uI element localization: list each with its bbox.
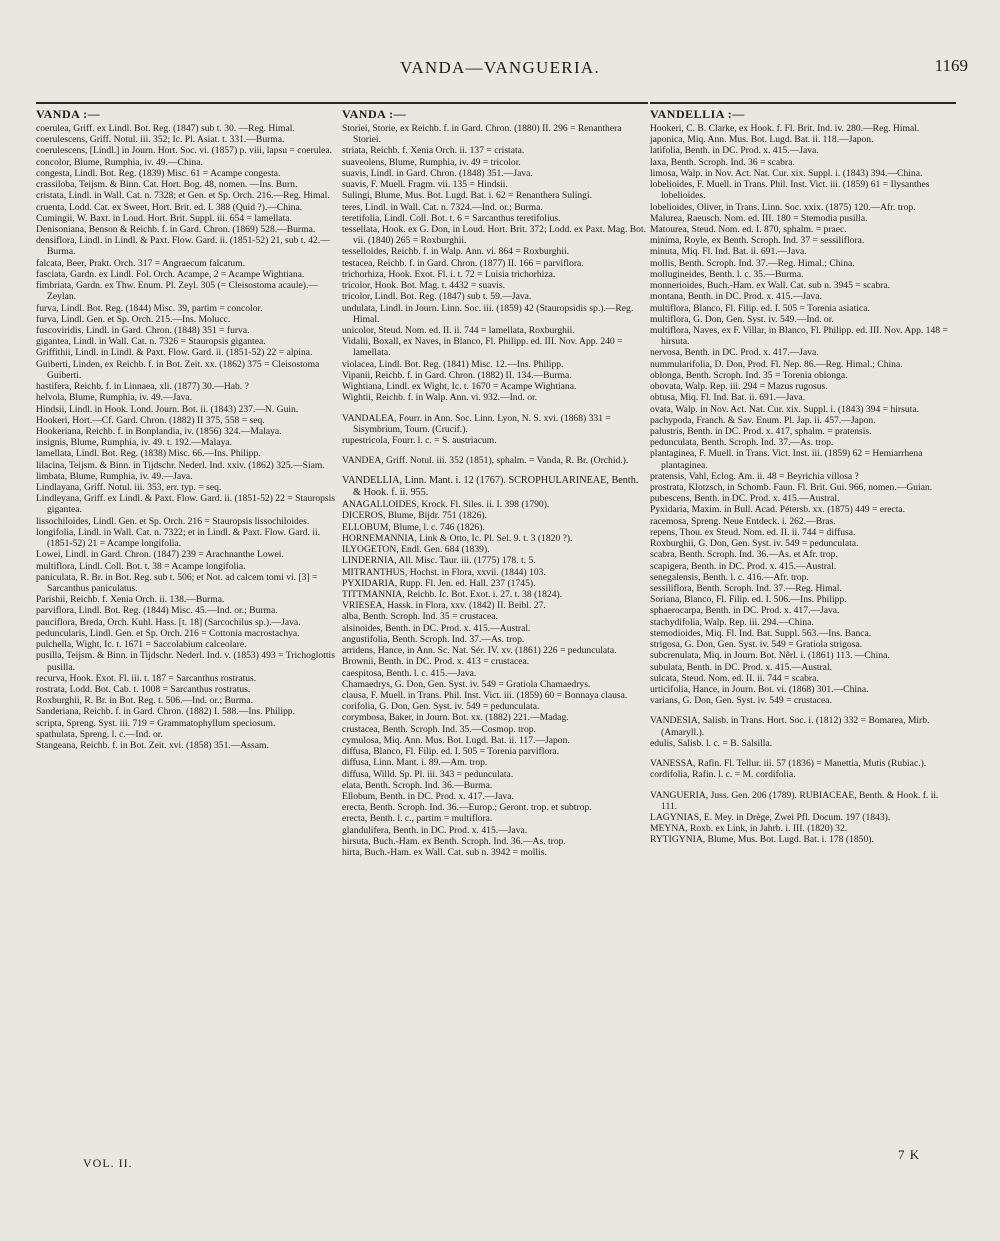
index-entry: VANDALEA, Fourr. in Ann. Soc. Linn. Lyon, N. S. xvi. (1868) 331 = Sisymbrium, Tourn. (Crucif.). (342, 412, 611, 435)
section-heading: VANDA :— (36, 102, 342, 121)
index-entry: suavis, F. Muell. Fragm. vii. 135 = Hindsii. (342, 179, 508, 191)
index-entry: recurva, Hook. Exot. Fl. iii. t. 187 = Sarcanthus rostratus. (36, 672, 257, 684)
index-entry: erecta, Benth. Scroph. Ind. 36.—Europ.; Geront. trop. et subtrop. (342, 802, 592, 814)
index-entry: Brownii, Benth. in DC. Prod. x. 413 = crustacea. (342, 656, 530, 668)
index-entry: Griffithii, Lindl. in Lindl. & Paxt. Flow. Gard. ii. (1851-52) 22 = alpina. (36, 347, 313, 359)
index-entry: LAGYNIAS, E. Mey. in Drège, Zwei Pfl. Docum. 197 (1843). (650, 811, 891, 823)
vandellia-entries (342, 499, 648, 858)
index-entry: hirta, Buch.-Ham. ex Wall. Cat. sub n. 3942 = mollis. (342, 847, 547, 859)
index-entry: edulis, Salisb. l. c. = B. Salsilla. (650, 737, 773, 749)
index-entry: Storiei, Storie, ex Reichb. f. in Gard. Chron. (1880) II. 296 = Renanthera Storiei. (342, 123, 622, 146)
index-entry: alsinoides, Benth. in DC. Prod. x. 415.—Austral. (342, 622, 531, 634)
index-entry: limosa, Walp. in Nov. Act. Nat. Cur. xix. Suppl. i. (1843) 394.—China. (650, 167, 923, 179)
index-entry: palustris, Benth. in DC. Prod. x. 417, sphalm. = pratensis. (650, 425, 872, 437)
index-entry: trichorhiza, Hook. Exot. Fl. i. t. 72 = Luisia trichorhiza. (342, 268, 556, 280)
index-entry: coerulescens, [Lindl.] in Journ. Hort. Soc. vi. (1857) p. viii, lapsu = coerulea. (36, 145, 333, 157)
index-entry: subcrenulata, Miq. in Journ. Bot. Nêrl. i. (1861) 113. —China. (650, 650, 890, 662)
index-entry: alba, Benth. Scroph. Ind. 35 = crustacea. (342, 611, 498, 623)
index-entry: Stangeana, Reichb. f. in Bot. Zeit. xvi. (1858) 351.—Assam. (36, 740, 269, 752)
index-entry: helvola, Blume, Rumphia, iv. 49.—Java. (36, 392, 193, 404)
index-entry: Vipanii, Reichb. f. in Gard. Chron. (1882) II. 134.—Burma. (342, 369, 572, 381)
index-entry: obovata, Walp. Rep. iii. 294 = Mazus rugosus. (650, 381, 828, 393)
index-entry: strigosa, G. Don, Gen. Syst. iv. 549 = Gratiola strigosa. (650, 639, 863, 651)
index-entry: striata, Reichb. f. Xenia Orch. ii. 137 = cristata. (342, 145, 525, 157)
index-entry: Soriana, Blanco, Fl. Filip. ed. I. 506.—Ins. Philipp. (650, 594, 847, 606)
index-entry: laxa, Benth. Scroph. Ind. 36 = scabra. (650, 156, 795, 168)
entry-list (650, 123, 956, 706)
index-entry: multiflora, G. Don, Gen. Syst. iv. 549.—Ind. or. (650, 313, 834, 325)
index-entry: LINDERNIA, All. Misc. Taur. iii. (1775) 178. t. 5. (342, 555, 536, 567)
index-entry: arridens, Hance, in Ann. Sc. Nat. Sér. IV. xv. (1861) 226 = pedunculata. (342, 645, 617, 657)
index-entry: PYXIDARIA, Rupp. Fl. Jen. ed. Hall. 237 (1745). (342, 577, 536, 589)
index-entry: oblonga, Benth. Scroph. Ind. 35 = Torenia oblonga. (650, 369, 848, 381)
index-entry: plantaginea, F. Muell. in Trans. Vict. Inst. iii. (1859) 62 = Hemiarrhena plantaginea. (650, 448, 923, 471)
index-entry: sphaerocarpa, Benth. in DC. Prod. x. 417.—Java. (650, 605, 840, 617)
index-entry: HORNEMANNIA, Link & Otto, Ic. Pl. Sel. 9. t. 3 (1820 ?). (342, 532, 573, 544)
index-entry: rostrata, Lodd. Bot. Cab. t. 1008 = Sarcanthus rostratus. (36, 683, 251, 695)
index-entry: pauciflora, Breda, Orch. Kuhl. Hass. [t. 18] (Sarcochilus sp.).—Java. (36, 616, 301, 628)
index-entry: stachydifolia, Walp. Rep. iii. 294.—China. (650, 616, 814, 628)
entry-list (342, 123, 648, 403)
index-entry: tessellata, Hook. ex G. Don, in Loud. Hort. Brit. 372; Lodd. ex Paxt. Mag. Bot. vii. (1840) 265 = Roxburghii. (342, 224, 647, 247)
index-entry: obtusa, Miq. Fl. Ind. Bat. ii. 691.—Java. (650, 392, 806, 404)
index-entry: fasciata, Gardn. ex Lindl. Fol. Orch. Acampe, 2 = Acampe Wightiana. (36, 268, 305, 280)
index-entry: clausa, F. Muell. in Trans. Phil. Inst. Vict. iii. (1859) 60 = Bonnaya clausa. (342, 689, 628, 701)
index-entry: ovata, Walp. in Nov. Act. Nat. Cur. xix. Suppl. i. (1843) 394 = hirsuta. (650, 403, 919, 415)
column-1 (36, 100, 342, 751)
index-entry: Hookeri, C. B. Clarke, ex Hook. f. Fl. Brit. Ind. iv. 280.—Reg. Himal. (650, 123, 920, 135)
index-entry: VANDESIA, Salisb. in Trans. Hort. Soc. i. (1812) 332 = Bomarea, Mirb. (Amaryll.). (650, 715, 930, 738)
index-entry: Wightii, Reichb. f. in Walp. Ann. vi. 932.—Ind. or. (342, 392, 538, 404)
index-entry: glandulifera, Benth. in DC. Prod. x. 415.—Java. (342, 824, 528, 836)
index-entry: subulata, Benth. in DC. Prod. x. 415.—Austral. (650, 661, 833, 673)
index-entry: crassiloba, Teijsm. & Binn. Cat. Hort. Bog. 48, nomen. —Ins. Burn. (36, 179, 298, 191)
volume-label: VOL. II. (83, 1156, 133, 1170)
index-entry: densiflora, Lindl. in Lindl. & Paxt. Flow. Gard. ii. (1851-52) 21, sub t. 42.—Burma. (36, 235, 330, 258)
index-entry: DICEROS, Blume, Bijdr. 751 (1826). (342, 510, 487, 522)
index-entry: multiflora, Naves, ex F. Villar, in Blanco, Fl. Philipp. ed. III. Nov. App. 148 = hirsuta. (650, 324, 948, 348)
index-entry: Cumingii, W. Baxt. in Loud. Hort. Brit. Suppl. iii. 654 = lamellata. (36, 212, 292, 224)
index-entry: furva, Lindl. Gen. et Sp. Orch. 215.—Ins. Molucc. (36, 313, 231, 325)
index-entry: ILYOGETON, Endl. Gen. 684 (1839). (342, 544, 490, 556)
index-entry: pachypoda, Franch. & Sav. Enum. Pl. Jap. ii. 457.—Japon. (650, 414, 876, 426)
index-entry: Vidalii, Boxall, ex Naves, in Blanco, Fl. Philipp. ed. III. Nov. App. 240 = lamellata. (342, 336, 623, 359)
index-entry: hirsuta, Buch.-Ham. ex Benth. Scroph. Ind. 36.—As. trop. (342, 835, 566, 847)
index-entry: TITTMANNIA, Reichb. Ic. Bot. Exot. i. 27. t. 38 (1824). (342, 589, 563, 600)
index-entry: Roxburghii, G. Don, Gen. Syst. iv. 549 = pedunculata. (650, 538, 859, 550)
index-entry: mollis, Benth. Scroph. Ind. 37.—Reg. Himal.; China. (650, 257, 855, 269)
index-entry: minima, Royle, ex Benth. Scroph. Ind. 37 = sessiliflora. (650, 235, 865, 247)
index-entry: elata, Benth. Scroph. Ind. 36.—Burma. (342, 779, 493, 791)
vandesia-entries (650, 715, 956, 749)
page-number: 1169 (934, 56, 968, 75)
index-entry: tricolor, Lindl. Bot. Reg. (1847) sub t. 59.—Java. (342, 291, 532, 303)
index-entry: coerulea, Griff. ex Lindl. Bot. Reg. (1847) sub t. 30. —Reg. Himal. (36, 123, 295, 135)
index-entry: limbata, Blume, Rumphia, iv. 49.—Java. (36, 470, 193, 482)
index-entry: urticifolia, Hance, in Journ. Bot. vi. (1868) 301.—China. (650, 683, 869, 695)
index-entry: rupestricola, Fourr. l. c. = S. austriacum. (342, 434, 497, 446)
index-entry: tricolor, Hook. Bot. Mag. t. 4432 = suavis. (342, 280, 506, 292)
index-entry: VANESSA, Rafin. Fl. Tellur. iii. 57 (1836) = Manettia, Mutis (Rubiac.). (650, 758, 927, 770)
index-entry: mollugineides, Benth. l. c. 35.—Burma. (650, 268, 804, 280)
index-entry: racemosa, Spreng. Neue Entdeck. i. 262.—Bras. (650, 515, 836, 527)
index-entry: Pyxidaria, Maxim. in Bull. Acad. Pétersb. xx. (1875) 449 = erecta. (650, 504, 906, 516)
index-entry: lobelioides, F. Muell. in Trans. Phil. Inst. Vict. iii. (1859) 61 = Ilysanthes lobelioides. (650, 179, 930, 202)
index-entry: diffusa, Blanco, Fl. Filip. ed. I. 505 = Torenia parviflora. (342, 746, 560, 758)
index-entry: stemodioides, Miq. Fl. Ind. Bat. Suppl. 563.—Ins. Banca. (650, 627, 872, 639)
index-entry: cymulosa, Miq. Ann. Mus. Bot. Lugd. Bat. ii. 117.—Japon. (342, 734, 570, 746)
index-entry: Sanderiana, Reichb. f. in Gard. Chron. (1882) I. 588.—Ins. Philipp. (36, 706, 295, 718)
index-entry: prostrata, Klotzsch, in Schomb. Faun. Fl. Brit. Gui. 966, nomen.—Guian. (650, 482, 933, 494)
index-entry: sulcata, Steud. Nom. ed. II. ii. 744 = scabra. (650, 672, 819, 684)
index-entry: cristata, Lindl. in Wall. Cat. n. 7328; et Gen. et Sp. Orch. 216.—Reg. Himal. (36, 190, 330, 202)
index-entry: Lindlayana, Griff. Notul. iii. 353, err. typ. = seq. (36, 482, 222, 494)
index-entry: Ellobum, Benth. in DC. Prod. x. 417.—Java. (342, 790, 514, 802)
vandea-entry: VANDEA, Griff. Notul. iii. 352 (1851), sphalm. = Vanda, R. Br. (Orchid.). (342, 455, 629, 467)
index-entry: RYTIGYNIA, Blume, Mus. Bot. Lugd. Bat. i. 178 (1850). (650, 834, 874, 846)
signature-mark: 7 K (898, 1147, 921, 1162)
index-entry: testacea, Reichb. f. in Gard. Chron. (1877) II. 166 = parviflora. (342, 257, 584, 269)
index-entry: fuscoviridis, Lindl. in Gard. Chron. (1848) 351 = furva. (36, 324, 250, 336)
index-entry: montana, Benth. in DC. Prod. x. 415.—Java. (650, 291, 822, 303)
index-entry: suaveolens, Blume, Rumphia, iv. 49 = tricolor. (342, 156, 521, 168)
index-entry: pedunculata, Benth. Scroph. Ind. 37.—As. trop. (650, 437, 834, 449)
index-entry: scripta, Spreng. Syst. iii. 719 = Grammatophyllum speciosum. (36, 717, 276, 729)
index-entry: cordifolia, Rafin. l. c. = M. cordifolia. (650, 769, 796, 781)
index-entry: suavis, Lindl. in Gard. Chron. (1848) 351.—Java. (342, 167, 533, 179)
running-title: VANDA—VANGUERIA. (399, 58, 601, 77)
index-entry: caespitosa, Benth. l. c. 415.—Java. (342, 667, 477, 679)
column-2 (342, 100, 648, 858)
index-entry: Matourea, Steud. Nom. ed. I. 870, sphalm. = praec. (650, 224, 847, 235)
index-entry: unicolor, Steud. Nom. ed. II. ii. 744 = lamellata, Roxburghii. (342, 324, 575, 336)
index-entry: spathulata, Spreng. l. c.—Ind. or. (36, 728, 163, 740)
index-entry: Wightiana, Lindl. ex Wight, Ic. t. 1670 = Acampe Wightiana. (342, 381, 577, 393)
index-entry: nummularifolia, D. Don, Prod. Fl. Nep. 86.—Reg. Himal.; China. (650, 358, 903, 370)
index-entry: lamellata, Lindl. Bot. Reg. (1838) Misc. 66.—Ins. Philipp. (36, 448, 261, 460)
index-entry: Lowei, Lindl. in Gard. Chron. (1847) 239 = Arachnanthe Lowei. (36, 549, 284, 561)
index-entry: VRIESEA, Hassk. in Flora, xxv. (1842) II. Beibl. 27. (342, 600, 546, 612)
index-entry: VANGUERIA, Juss. Gen. 206 (1789). RUBIACEAE, Benth. & Hook. f. ii. 111. (650, 789, 939, 812)
vandalea-entries (342, 413, 648, 447)
index-entry: Hookeri, Hort.—Cf. Gard. Chron. (1882) II 375, 558 = seq. (36, 414, 265, 426)
index-entry: falcata, Beer, Prakt. Orch. 317 = Angraecum falcatum. (36, 257, 246, 269)
index-entry: longifolia, Lindl. in Wall. Cat. n. 7322; et in Lindl. & Paxt. Flow. Gard. ii. (1851-52) 21 = Acampe longifolia. (36, 526, 321, 550)
index-entry: furva, Lindl. Bot. Reg. (1844) Misc. 39, partim = concolor. (36, 302, 263, 314)
entry-list (36, 123, 342, 751)
index-entry: cruenta, Lodd. Cat. ex Sweet, Hort. Brit. ed. I. 388 (Quid ?).—China. (36, 201, 303, 213)
index-entry: Malurea, Raeusch. Nom. ed. III. 180 = Stemodia pusilla. (650, 212, 868, 224)
index-entry: angustifolia, Benth. Scroph. Ind. 37.—As. trop. (342, 633, 525, 645)
index-entry: scapigera, Benth. in DC. Prod. x. 415.—Austral. (650, 560, 837, 572)
index-entry: minuta, Miq. Fl. Ind. Bat. ii. 691.—Java. (650, 246, 807, 258)
index-entry: pubescens, Benth. in DC. Prod. x. 415.—Austral. (650, 493, 840, 505)
index-entry: violacea, Lindl. Bot. Reg. (1841) Misc. 12.—Ins. Philipp. (342, 358, 564, 370)
index-entry: fimbriata, Gardn. ex Thw. Enum. Pl. Zeyl. 305 (= Cleisostoma acaule).—Zeylan. (36, 280, 318, 303)
vanessa-entries (650, 758, 956, 780)
index-entry: ELLOBUM, Blume, l. c. 746 (1826). (342, 521, 485, 533)
index-entry: gigantea, Lindl. in Wall. Cat. n. 7326 = Stauropsis gigantea. (36, 336, 266, 348)
index-entry: pratensis, Vahl, Eclog. Am. ii. 48 = Beyrichia villosa ? (650, 470, 859, 482)
index-entry: varians, G. Don, Gen. Syst. iv. 549 = crustacea. (650, 695, 832, 707)
vandellia-genus-heading: VANDELLIA, Linn. Mant. i. 12 (1767). SCROPHULARINEAE, Benth. & Hook. f. ii. 955. (342, 475, 639, 499)
index-entry: senegalensis, Benth. l. c. 416.—Afr. trop. (650, 571, 809, 583)
index-entry: crustacea, Benth. Scroph. Ind. 35.—Cosmop. trop. (342, 723, 536, 735)
vangueria-entries (650, 790, 956, 846)
index-entry: lobelioides, Oliver, in Trans. Linn. Soc. xxix. (1875) 120.—Afr. trop. (650, 201, 916, 213)
index-entry: coerulescens, Griff. Notul. iii. 352; Ic. Pl. Asiat. t. 331.—Burma. (36, 134, 285, 146)
index-entry: corymbosa, Baker, in Journ. Bot. xx. (1882) 221.—Madag. (342, 712, 569, 724)
index-entry: paniculata, R. Br. in Bot. Reg. sub t. 506; et Not. ad calcem tomi vi. [3] = Sarcanthus paniculatus. (36, 571, 318, 594)
index-entry: sessiliflora, Benth. Scroph. Ind. 37.—Reg. Himal. (650, 583, 842, 594)
index-entry: Chamaedrys, G. Don, Gen. Syst. iv. 549 = Gratiola Chamaedrys. (342, 678, 591, 690)
index-entry: multiflora, Blanco, Fl. Filip. ed. I. 505 = Torenia asiatica. (650, 302, 870, 314)
index-entry: erecta, Benth. l. c., partim = multiflora. (342, 813, 493, 825)
index-entry: undulata, Lindl. in Journ. Linn. Soc. iii. (1859) 42 (Stauropsidis sp.).—Reg. Himal. (342, 302, 634, 325)
index-entry: peduncularis, Lindl. Gen. et Sp. Orch. 216 = Cottonia macrostachya. (36, 627, 300, 639)
index-entry: Sulingi, Blume, Mus. Bot. Lugd. Bat. i. 62 = Renanthera Sulingi. (342, 190, 593, 202)
index-entry: MEYNA, Roxb. ex Link, in Jahrb. i. III. (1820) 32. (650, 823, 848, 835)
index-entry: multiflora, Lindl. Coll. Bot. t. 38 = Acampe longifolia. (36, 560, 246, 572)
index-entry: Lindleyana, Griff. ex Lindl. & Paxt. Flow. Gard. ii. (1851-52) 22 = Stauropsis gigantea. (36, 493, 336, 516)
index-entry: pulchella, Wight, Ic. t. 1671 = Saccolabium calceolare. (36, 639, 247, 651)
index-entry: teres, Lindl. in Wall. Cat. n. 7324.—Ind. or.; Burma. (342, 201, 543, 213)
index-entry: pusilla, Teijsm. & Binn. in Tijdschr. Nederl. Ind. v. (1853) 493 = Trichoglottis pusilla. (36, 650, 335, 673)
index-entry: scabra, Benth. Scroph. Ind. 36.—As. et Afr. trop. (650, 549, 838, 561)
column-3 (650, 100, 956, 846)
index-entry: nervosa, Benth. in DC. Prod. x. 417.—Java. (650, 347, 819, 359)
index-entry: Hookeriana, Reichb. f. in Bonplandia, iv. (1856) 324.—Malaya. (36, 425, 282, 437)
section-heading: VANDA :— (342, 102, 648, 121)
index-entry: hastifera, Reichb. f. in Linnaea, xli. (1877) 30.—Hab. ? (36, 381, 249, 393)
index-entry: insignis, Blume, Rumphia, iv. 49. t. 192.—Malaya. (36, 437, 233, 449)
index-entry: tesselloides, Reichb. f. in Walp. Ann. vi. 864 = Roxburghii. (342, 246, 570, 258)
index-entry: Hindsii, Lindl. in Hook. Lond. Journ. Bot. ii. (1843) 237.—N. Guin. (36, 403, 299, 415)
index-entry: monnerioides, Buch.-Ham. ex Wall. Cat. sub n. 3945 = scabra. (650, 280, 890, 292)
index-entry: lissochiloides, Lindl. Gen. et Sp. Orch. 216 = Stauropsis lissochiloides. (36, 515, 310, 527)
index-entry: japonica, Miq. Ann. Mus. Bot. Lugd. Bat. ii. 118.—Japon. (650, 134, 874, 146)
index-entry: congesta, Lindl. Bot. Reg. (1839) Misc. 61 = Acampe congesta. (36, 167, 281, 179)
index-entry: lilacina, Teijsm. & Binn. in Tijdschr. Nederl. Ind. xxiv. (1862) 325.—Siam. (36, 459, 325, 471)
index-entry: Parishii, Reichb. f. Xenia Orch. ii. 138.—Burma. (36, 594, 225, 606)
index-entry: concolor, Blume, Rumphia, iv. 49.—China. (36, 156, 203, 168)
index-entry: diffusa, Linn. Mant. i. 89.—Am. trop. (342, 757, 488, 769)
index-entry: Guiberti, Linden, ex Reichb. f. in Bot. Zeit. xx. (1862) 375 = Cleisostoma Guiberti. (36, 358, 320, 381)
index-entry: parviflora, Lindl. Bot. Reg. (1844) Misc. 45.—Ind. or.; Burma. (36, 605, 278, 617)
index-entry: corifolia, G. Don, Gen. Syst. iv. 549 = pedunculata. (342, 701, 540, 713)
index-entry: teretifolia, Lindl. Coll. Bot. t. 6 = Sarcanthus teretifolius. (342, 212, 561, 224)
section-heading: VANDELLIA :— (650, 102, 956, 121)
index-entry: Denisoniana, Benson & Reichb. f. in Gard. Chron. (1869) 528.—Burma. (36, 224, 316, 235)
index-entry: MITRANTHUS, Hochst. in Flora, xxvii. (1844) 103. (342, 566, 546, 578)
index-entry: Roxburghii, R. Br. in Bot. Reg. t. 506.—Ind. or.; Burma. (36, 695, 254, 707)
index-entry: latifolia, Benth. in DC. Prod. x. 415.—Java. (650, 145, 819, 157)
index-entry: diffusa, Willd. Sp. Pl. iii. 343 = pedunculata. (342, 768, 514, 780)
index-entry: ANAGALLOIDES, Krock. Fl. Siles. ii. I. 398 (1790). (342, 499, 550, 511)
index-entry: repens, Thou. ex Steud. Nom. ed. II. ii. 744 = diffusa. (650, 526, 856, 538)
